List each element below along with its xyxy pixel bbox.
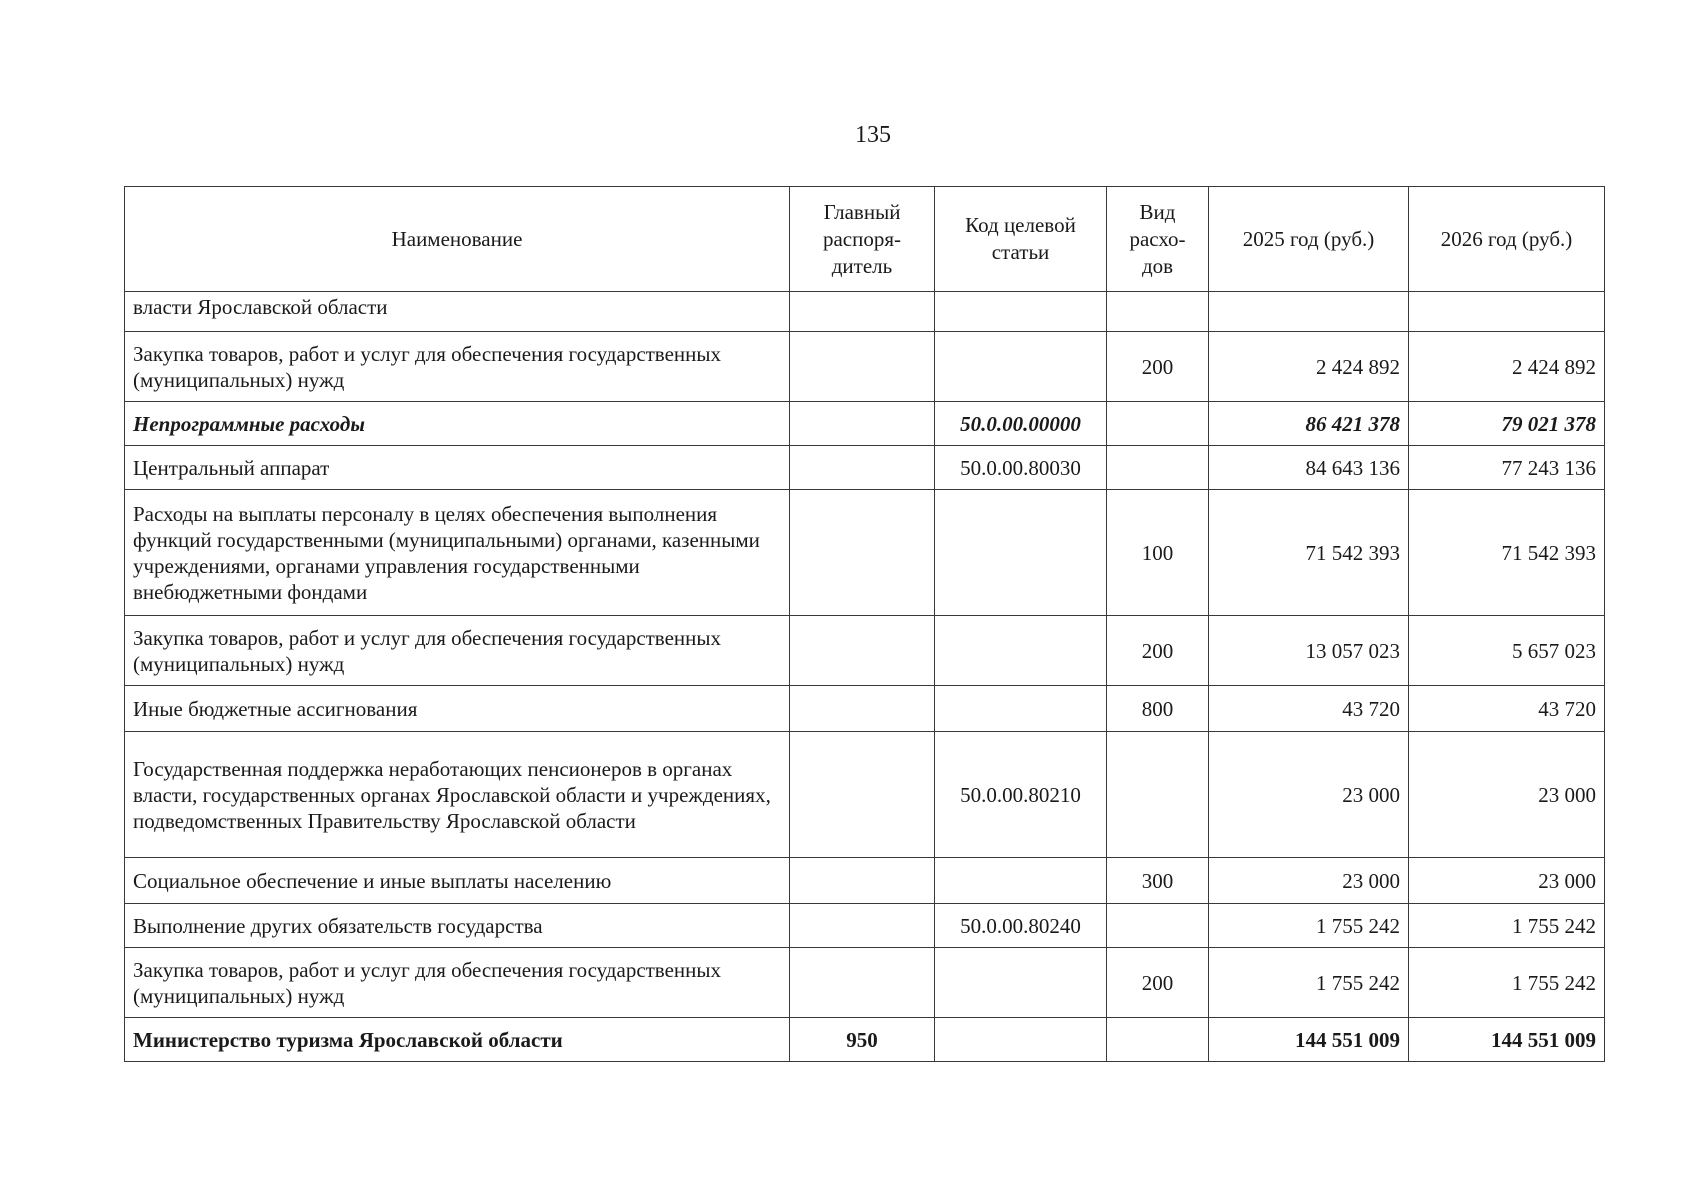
header-name: Наименование xyxy=(125,187,790,292)
table-row xyxy=(125,332,1605,402)
row-vid xyxy=(1107,904,1209,948)
row-code: 50.0.00.80030 xyxy=(935,446,1107,490)
row-name: Иные бюджетные ассигнования xyxy=(125,686,790,732)
row-code xyxy=(935,858,1107,904)
row-2025: 13 057 023 xyxy=(1209,616,1409,686)
row-2025: 23 000 xyxy=(1209,858,1409,904)
header-grbs: Главный распоря-дитель xyxy=(790,187,935,292)
table-row xyxy=(125,616,1605,686)
row-2025: 144 551 009 xyxy=(1209,1018,1409,1062)
row-vid xyxy=(1107,402,1209,446)
header-2026: 2026 год (руб.) xyxy=(1409,187,1605,292)
row-grbs xyxy=(790,446,935,490)
row-vid xyxy=(1107,1018,1209,1062)
table-row xyxy=(125,1018,1605,1062)
row-grbs xyxy=(790,948,935,1018)
row-grbs xyxy=(790,904,935,948)
row-vid xyxy=(1107,732,1209,858)
row-2026: 23 000 xyxy=(1409,858,1605,904)
row-2025 xyxy=(1209,292,1409,332)
row-2026: 71 542 393 xyxy=(1409,490,1605,616)
row-code xyxy=(935,948,1107,1018)
header-vid: Вид расхо-дов xyxy=(1107,187,1209,292)
row-name: Центральный аппарат xyxy=(125,446,790,490)
row-code xyxy=(935,332,1107,402)
row-code xyxy=(935,490,1107,616)
table-row xyxy=(125,904,1605,948)
row-name: Выполнение других обязательств государства xyxy=(125,904,790,948)
row-2025: 23 000 xyxy=(1209,732,1409,858)
row-code: 50.0.00.80210 xyxy=(935,732,1107,858)
row-2025: 1 755 242 xyxy=(1209,904,1409,948)
row-vid: 200 xyxy=(1107,616,1209,686)
row-code xyxy=(935,1018,1107,1062)
row-2026: 23 000 xyxy=(1409,732,1605,858)
row-2025: 71 542 393 xyxy=(1209,490,1409,616)
row-2026: 1 755 242 xyxy=(1409,948,1605,1018)
row-name: Министерство туризма Ярославской области xyxy=(125,1018,790,1062)
row-code xyxy=(935,686,1107,732)
row-code: 50.0.00.00000 xyxy=(935,402,1107,446)
row-vid: 200 xyxy=(1107,948,1209,1018)
row-2025: 43 720 xyxy=(1209,686,1409,732)
row-name: Закупка товаров, работ и услуг для обеспечения государственных (муниципальных) нужд xyxy=(125,616,790,686)
row-grbs xyxy=(790,490,935,616)
row-name: власти Ярославской области xyxy=(125,292,790,332)
row-name: Закупка товаров, работ и услуг для обеспечения государственных (муниципальных) нужд xyxy=(125,332,790,402)
row-2026 xyxy=(1409,292,1605,332)
row-grbs xyxy=(790,686,935,732)
header-2025: 2025 год (руб.) xyxy=(1209,187,1409,292)
row-grbs xyxy=(790,332,935,402)
table-row xyxy=(125,858,1605,904)
row-vid: 100 xyxy=(1107,490,1209,616)
table-row xyxy=(125,732,1605,858)
table-row xyxy=(125,490,1605,616)
row-2026: 144 551 009 xyxy=(1409,1018,1605,1062)
table-header-row xyxy=(125,187,1605,292)
row-grbs xyxy=(790,858,935,904)
row-name: Расходы на выплаты персоналу в целях обеспечения выполнения функций государственными (муниципальными) органами, казенными учреждениями, органами управления государственными внебюджетными фондами xyxy=(125,490,790,616)
table-row xyxy=(125,292,1605,332)
row-2026: 43 720 xyxy=(1409,686,1605,732)
row-2026: 79 021 378 xyxy=(1409,402,1605,446)
table-row xyxy=(125,948,1605,1018)
row-name: Непрограммные расходы xyxy=(125,402,790,446)
table-row xyxy=(125,402,1605,446)
row-name: Закупка товаров, работ и услуг для обеспечения государственных (муниципальных) нужд xyxy=(125,948,790,1018)
row-vid xyxy=(1107,292,1209,332)
row-grbs xyxy=(790,402,935,446)
row-vid: 800 xyxy=(1107,686,1209,732)
table-row xyxy=(125,686,1605,732)
row-grbs: 950 xyxy=(790,1018,935,1062)
row-code: 50.0.00.80240 xyxy=(935,904,1107,948)
row-2025: 84 643 136 xyxy=(1209,446,1409,490)
row-grbs xyxy=(790,292,935,332)
row-vid: 200 xyxy=(1107,332,1209,402)
row-2025: 86 421 378 xyxy=(1209,402,1409,446)
row-name: Государственная поддержка неработающих пенсионеров в органах власти, государственных органах Ярославской области и учреждениях, подведомственных Правительству Ярославской области xyxy=(125,732,790,858)
header-code: Код целевой статьи xyxy=(935,187,1107,292)
row-code xyxy=(935,292,1107,332)
row-grbs xyxy=(790,732,935,858)
row-name: Социальное обеспечение и иные выплаты населению xyxy=(125,858,790,904)
row-grbs xyxy=(790,616,935,686)
row-2026: 1 755 242 xyxy=(1409,904,1605,948)
page-number: 135 xyxy=(855,122,891,148)
row-2026: 77 243 136 xyxy=(1409,446,1605,490)
row-2025: 1 755 242 xyxy=(1209,948,1409,1018)
row-2026: 2 424 892 xyxy=(1409,332,1605,402)
row-2025: 2 424 892 xyxy=(1209,332,1409,402)
budget-table xyxy=(124,186,1605,1062)
row-vid xyxy=(1107,446,1209,490)
row-code xyxy=(935,616,1107,686)
row-vid: 300 xyxy=(1107,858,1209,904)
table-row xyxy=(125,446,1605,490)
row-2026: 5 657 023 xyxy=(1409,616,1605,686)
